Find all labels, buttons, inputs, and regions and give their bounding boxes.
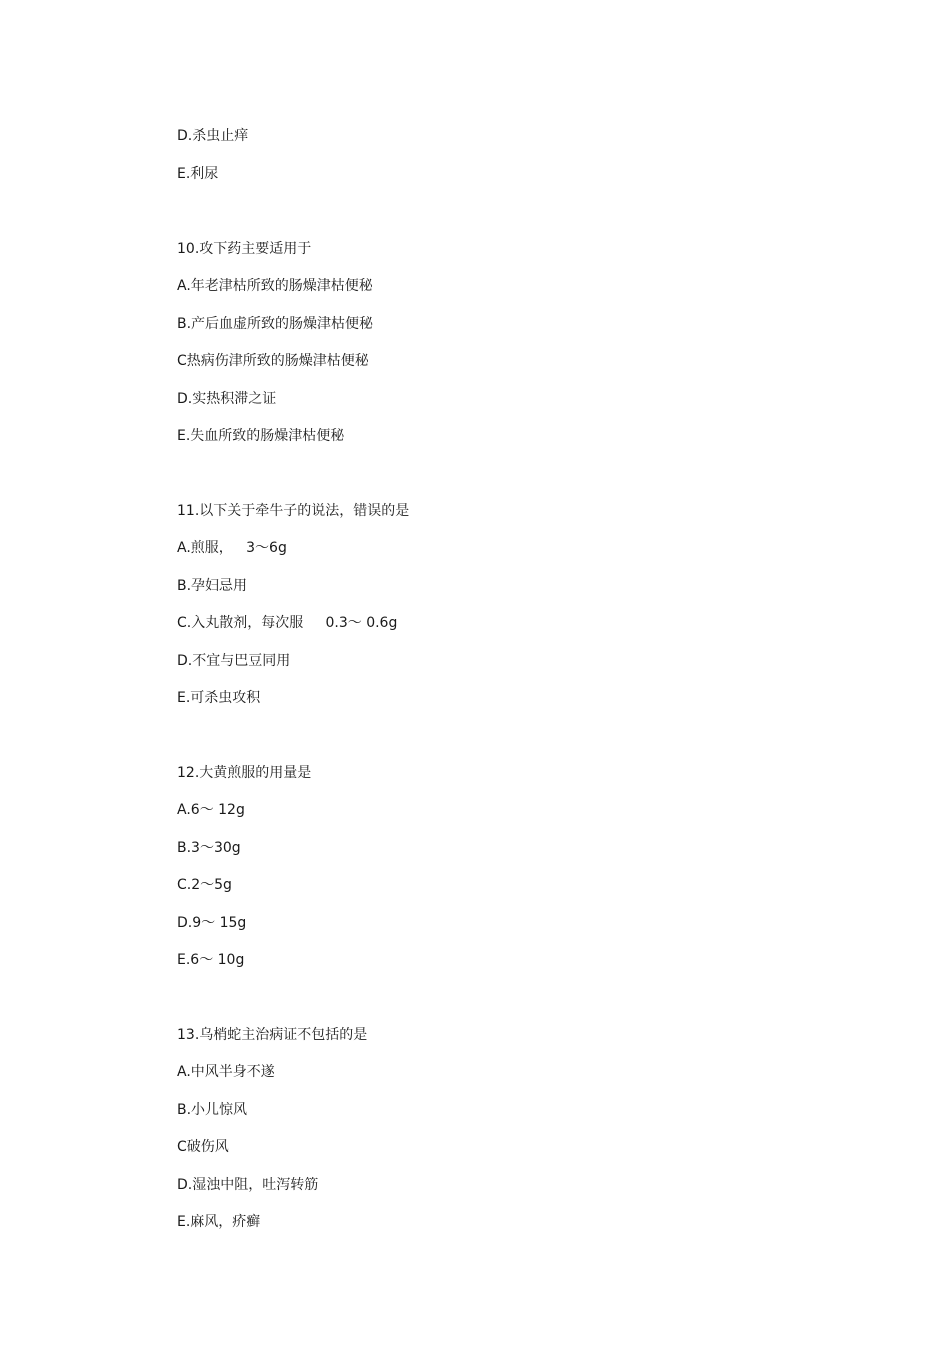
option-text: C.入丸散剂，每次服 0.3～ 0.6g [177,615,398,631]
option-text: D.杀虫止痒 [177,128,249,144]
option-text: E.利尿 [177,166,219,182]
option-text: C破伤风 [177,1139,229,1155]
option-text: C.2～5g [177,877,232,893]
option-text: B.小儿惊风 [177,1102,248,1118]
option-text: D.湿浊中阻，吐泻转筋 [177,1177,319,1193]
question-stem: 11.以下关于牵牛子的说法，错误的是 [177,503,410,519]
option-text: D.不宜与巴豆同用 [177,653,291,669]
option-text: B.孕妇忌用 [177,578,248,594]
option-text: D.9～ 15g [177,915,247,931]
option-text: C热病伤津所致的肠燥津枯便秘 [177,353,369,369]
option-text: E.6～ 10g [177,952,245,968]
question-stem: 10.攻下药主要适用于 [177,241,312,257]
option-text: D.实热积滞之证 [177,391,277,407]
question-stem: 12.大黄煎服的用量是 [177,765,312,781]
option-text: E.可杀虫攻积 [177,690,261,706]
option-text: B.产后血虚所致的肠燥津枯便秘 [177,316,374,332]
option-text: E.麻风，疥癣 [177,1214,261,1230]
question-stem: 13.乌梢蛇主治病证不包括的是 [177,1027,368,1043]
option-text: B.3～30g [177,840,241,856]
option-text: A.年老津枯所致的肠燥津枯便秘 [177,278,373,294]
option-text: A.6～ 12g [177,802,245,818]
option-text: A.煎服， 3～6g [177,540,287,556]
option-text: A.中风半身不遂 [177,1064,275,1080]
option-text: E.失血所致的肠燥津枯便秘 [177,428,345,444]
